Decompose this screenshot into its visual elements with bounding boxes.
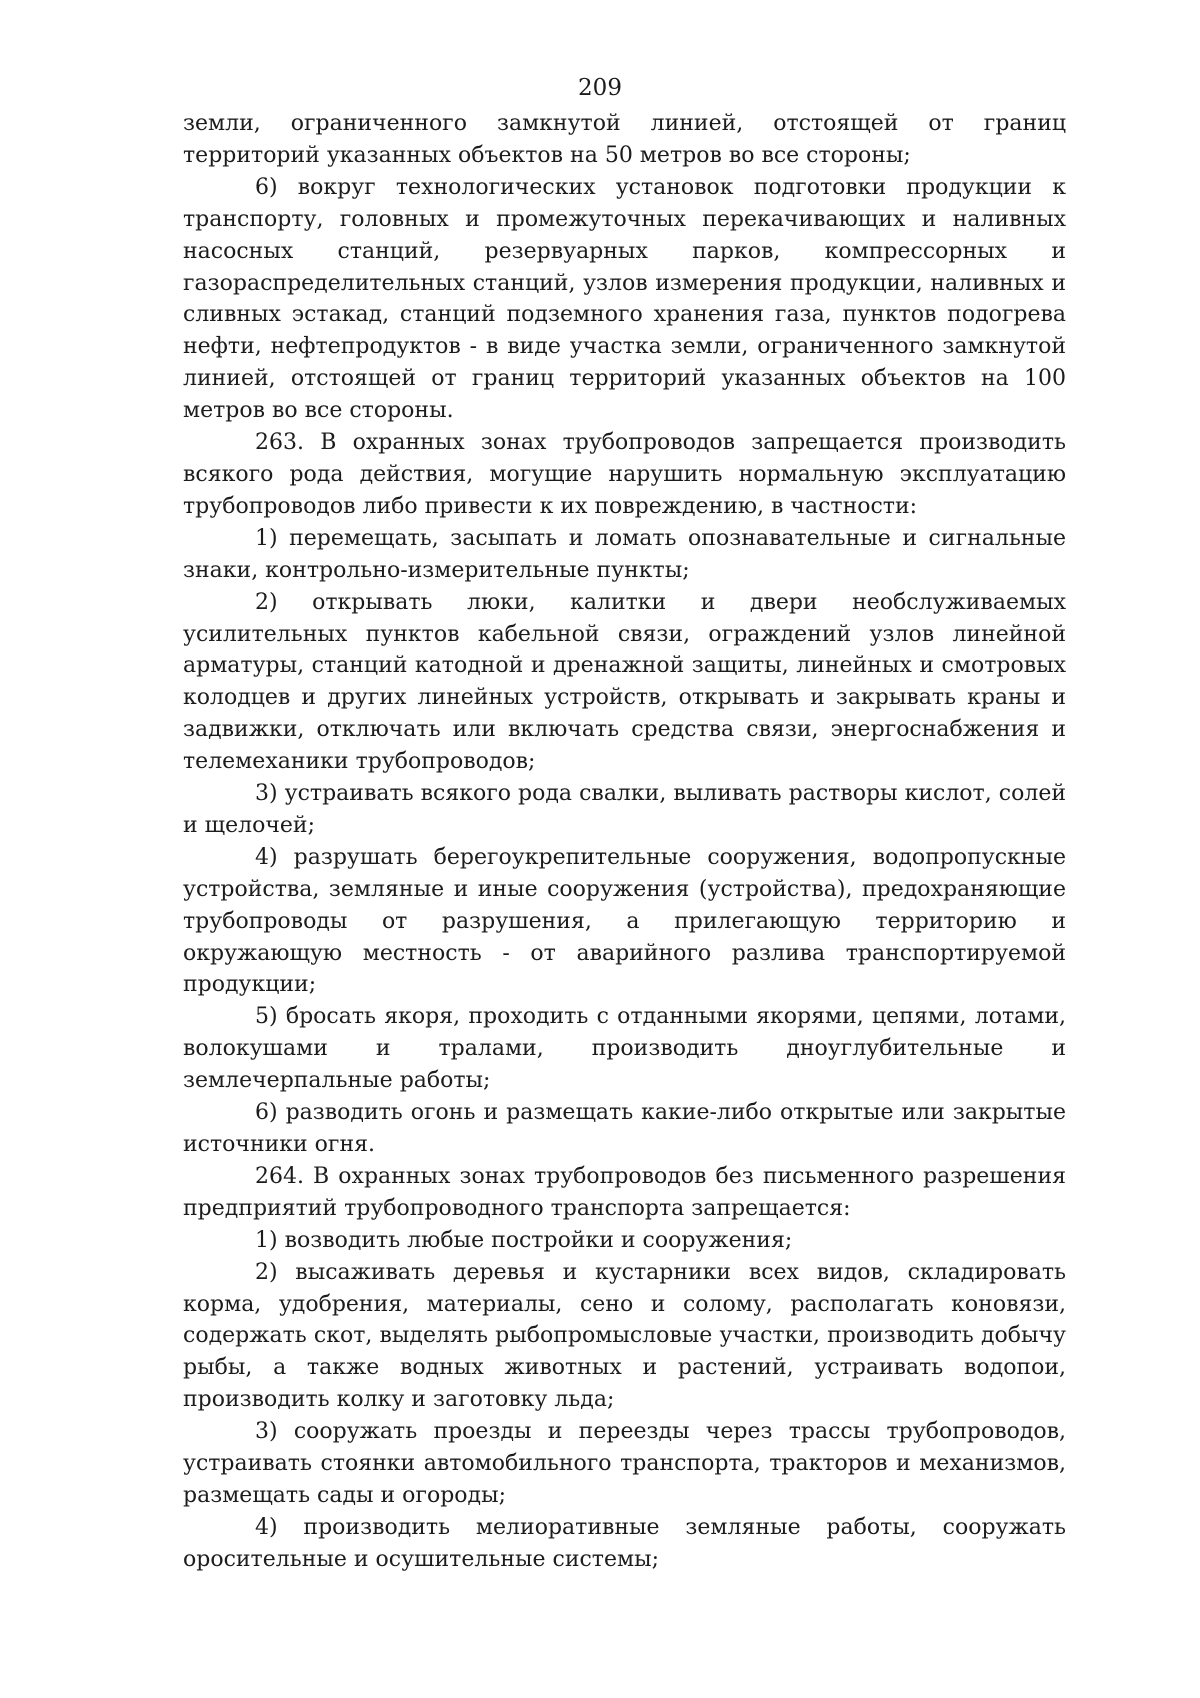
list-item: 6) разводить огонь и размещать какие-либо открытые или закрытые источники огня.: [183, 1100, 1066, 1157]
clause-264: 264. В охранных зонах трубопроводов без письменного разрешения предприятий трубопроводного транспорта запрещается:: [183, 1163, 1066, 1221]
list-item: 6) вокруг технологических установок подготовки продукции к транспорту, головных и промежуточных перекачивающих и наливных насосных станций, резервуарных парков, компрессорных и газораспределительных станций, узлов измерения продукции, наливных и сливных эстакад, станций подземного хранения газа, пунктов подогрева нефти, нефтепродуктов - в виде участка земли, ограниченного замкнутой линией, отстоящей от границ территорий указанных объектов на 100 метров во все стороны.: [183, 174, 1066, 424]
list-item: 2) высаживать деревья и кустарники всех видов, складировать корма, удобрения, материалы, сено и солому, располагать коновязи, содержать скот, выделять рыбопромысловые участки, производить добычу рыбы, а также водных животных и растений, устраивать водопои, производить колку и заготовку льда;: [183, 1259, 1066, 1413]
document-body: [183, 108, 1066, 1576]
list-item: 4) производить мелиоративные земляные работы, сооружать оросительные и осушительные системы;: [183, 1514, 1066, 1572]
page-number: 209: [578, 75, 622, 101]
paragraph-continuation: земли, ограниченного замкнутой линией, отстоящей от границ территорий указанных объектов на 50 метров во все стороны;: [183, 111, 1066, 168]
list-item: 2) открывать люки, калитки и двери необслуживаемых усилительных пунктов кабельной связи, ограждений узлов линейной арматуры, станций катодной и дренажной защиты, линейных и смотровых колодцев и других линейных устройств, открывать и закрывать краны и задвижки, отключать или включать средства связи, энергоснабжения и телемеханики трубопроводов;: [183, 589, 1066, 775]
list-item: 3) сооружать проезды и переезды через трассы трубопроводов, устраивать стоянки автомобильного транспорта, тракторов и механизмов, размещать сады и огороды;: [183, 1419, 1066, 1508]
list-item: 3) устраивать всякого рода свалки, выливать растворы кислот, солей и щелочей;: [183, 781, 1066, 838]
list-item: 5) бросать якоря, проходить с отданными якорями, цепями, лотами, волокушами и тралами, производить дноуглубительные и землечерпальные работы;: [183, 1004, 1066, 1094]
clause-263: 263. В охранных зонах трубопроводов запрещается производить всякого рода действия, могущие нарушить нормальную эксплуатацию трубопроводов либо привести к их повреждению, в частности:: [183, 430, 1066, 519]
list-item: 1) перемещать, засыпать и ломать опознавательные и сигнальные знаки, контрольно-измерительные пункты;: [183, 525, 1066, 583]
list-item: 1) возводить любые постройки и сооружения;: [255, 1227, 793, 1253]
list-item: 4) разрушать берегоукрепительные сооружения, водопропускные устройства, земляные и иные сооружения (устройства), предохраняющие трубопроводы от разрушения, а прилегающую территорию и окружающую местность - от аварийного разлива транспортируемой продукции;: [183, 844, 1066, 998]
